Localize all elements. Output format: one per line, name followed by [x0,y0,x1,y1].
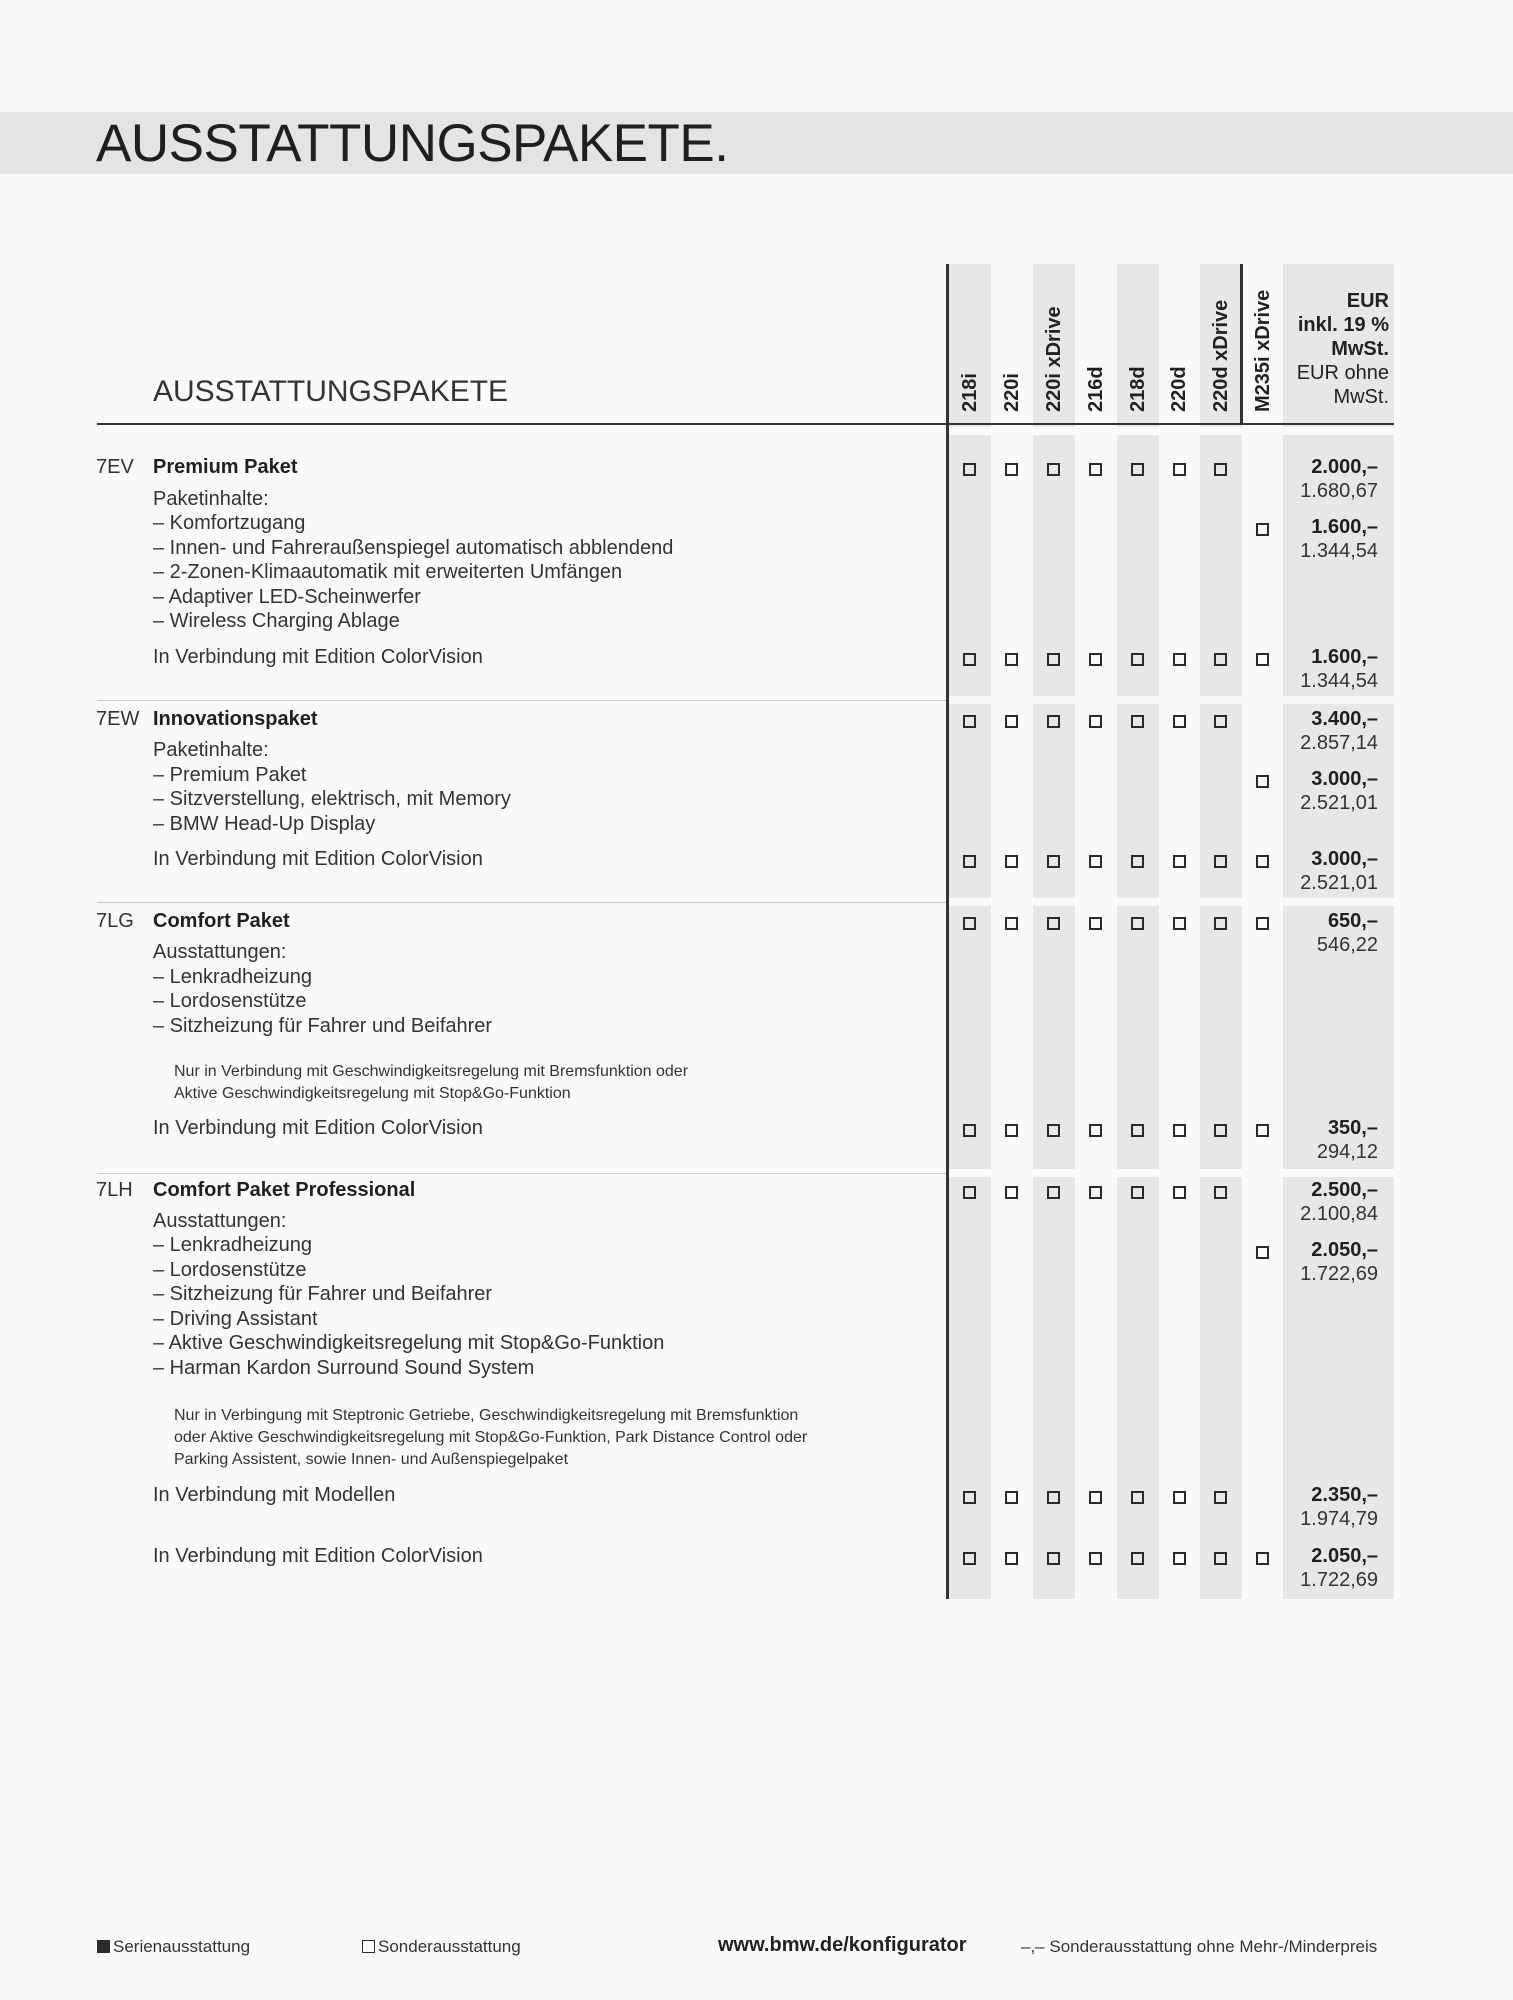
model-220d: 220d [1168,366,1190,412]
option-checkbox [1047,1124,1060,1137]
modelle-line: In Verbindung mit Modellen [153,1484,396,1506]
price-net: 2.521,01 [1300,872,1378,894]
package-item: – Adaptiver LED-Scheinwerfer [153,586,421,608]
option-checkbox [963,855,976,868]
package-intro: Ausstattungen: [153,1210,287,1232]
price-gross: 3.400,– [1311,708,1378,730]
price-header-net: EUR ohne [1296,362,1389,384]
row-separator [97,700,946,701]
row-separator [97,1173,946,1174]
package-code: 7EW [96,708,140,730]
option-checkbox [1173,653,1186,666]
option-checkbox [1089,463,1102,476]
package-item: – Lenkradheizung [153,1234,313,1256]
price-gross: 2.350,– [1311,1484,1378,1506]
option-checkbox [1005,1186,1018,1199]
price-net: 1.722,69 [1300,1569,1378,1591]
package-intro: Ausstattungen: [153,941,287,963]
option-checkbox [1131,715,1144,728]
price-net: 1.344,54 [1300,540,1378,562]
row-separator [97,902,946,903]
price-net: 1.344,54 [1300,670,1378,692]
option-checkbox [1005,463,1018,476]
option-checkbox [1131,1491,1144,1504]
option-checkbox [1256,653,1269,666]
legend-sonder [362,1937,521,1957]
colorvision-line: In Verbindung mit Edition ColorVision [153,1545,483,1567]
option-checkbox [1047,917,1060,930]
page-title: AUSSTATTUNGSPAKETE. [96,114,729,173]
option-checkbox [963,653,976,666]
option-checkbox [1256,917,1269,930]
option-checkbox [963,715,976,728]
option-checkbox [1173,917,1186,930]
option-checkbox [963,1552,976,1565]
option-checkbox [1089,1552,1102,1565]
legend-serien-label: Serienausstattung [113,1937,251,1956]
legend-note: –,– Sonderausstattung ohne Mehr-/Minderpreis [1021,1937,1378,1956]
option-checkbox [1173,463,1186,476]
option-checkbox [1173,1186,1186,1199]
package-item: – BMW Head-Up Display [153,813,376,835]
price-gross: 350,– [1327,1117,1378,1139]
option-checkbox [1256,523,1269,536]
section-title: AUSSTATTUNGSPAKETE [153,375,509,408]
price-header-gross: EUR [1346,290,1389,312]
price-net: 2.857,14 [1300,732,1378,754]
price-header-gross: MwSt. [1331,338,1389,360]
configurator-link[interactable]: www.bmw.de/konfigurator [718,1934,967,1956]
package-code: 7LH [96,1179,133,1201]
price-gross: 3.000,– [1311,848,1378,870]
option-checkbox [1089,1186,1102,1199]
option-checkbox [1214,1124,1227,1137]
table-divider [946,264,949,1599]
row-gap [946,696,1394,704]
price-gross: 1.600,– [1311,646,1378,668]
option-checkbox [1089,715,1102,728]
option-checkbox [1173,855,1186,868]
package-intro: Paketinhalte: [153,739,269,761]
option-checkbox [1005,855,1018,868]
legend-sonder-label: Sonderausstattung [378,1937,521,1956]
package-name: Comfort Paket Professional [153,1179,416,1201]
header-rule [97,423,1394,425]
option-checkbox [1214,917,1227,930]
package-name: Comfort Paket [153,910,290,932]
option-checkbox [1131,917,1144,930]
option-checkbox [1214,1552,1227,1565]
option-checkbox [1256,1246,1269,1259]
option-checkbox [1047,463,1060,476]
package-name: Premium Paket [153,456,298,478]
option-checkbox [1214,715,1227,728]
option-checkbox [1173,1552,1186,1565]
option-checkbox [1089,917,1102,930]
price-header-gross: inkl. 19 % [1297,314,1389,336]
option-checkbox [1131,1552,1144,1565]
option-checkbox [1214,463,1227,476]
option-checkbox [1089,1124,1102,1137]
colorvision-line: In Verbindung mit Edition ColorVision [153,848,483,870]
price-net: 294,12 [1316,1141,1378,1163]
package-item: – Lenkradheizung [153,966,313,988]
option-checkbox [963,917,976,930]
package-item: – Driving Assistant [153,1308,318,1330]
package-note: oder Aktive Geschwindigkeitsregelung mit Stop&Go-Funktion, Park Distance Control oder [174,1429,808,1446]
option-checkbox [963,1186,976,1199]
open-square-icon [362,1940,375,1953]
package-item: – Sitzheizung für Fahrer und Beifahrer [153,1015,493,1037]
price-header-net: MwSt. [1333,386,1389,408]
option-checkbox [1131,463,1144,476]
option-checkbox [1047,1491,1060,1504]
package-item: – 2-Zonen-Klimaautomatik mit erweiterten Umfängen [153,561,623,583]
legend-serien [97,1937,250,1957]
package-item: – Innen- und Fahreraußenspiegel automatisch abblendend [153,537,674,559]
model-218d: 218d [1127,366,1149,412]
option-checkbox [1131,855,1144,868]
package-item: – Lordosenstütze [153,1259,307,1281]
option-checkbox [1131,1186,1144,1199]
package-item: – Premium Paket [153,764,307,786]
option-checkbox [1005,1124,1018,1137]
model-216d: 216d [1085,366,1107,412]
row-gap [946,427,1394,435]
option-checkbox [1214,1186,1227,1199]
price-gross: 2.000,– [1311,456,1378,478]
colorvision-line: In Verbindung mit Edition ColorVision [153,1117,483,1139]
package-item: – Sitzverstellung, elektrisch, mit Memory [153,788,511,810]
package-intro: Paketinhalte: [153,488,269,510]
option-checkbox [1089,653,1102,666]
price-net: 2.521,01 [1300,792,1378,814]
price-net: 1.722,69 [1300,1263,1378,1285]
option-checkbox [963,1491,976,1504]
option-checkbox [1173,1124,1186,1137]
option-checkbox [1047,653,1060,666]
package-item: – Komfortzugang [153,512,306,534]
model-220i: 220i [1001,373,1023,412]
option-checkbox [1047,715,1060,728]
row-gap [946,1169,1394,1177]
price-gross: 1.600,– [1311,516,1378,538]
option-checkbox [1089,1491,1102,1504]
price-gross: 650,– [1327,910,1378,932]
option-checkbox [1047,1552,1060,1565]
option-checkbox [1005,1491,1018,1504]
price-net: 1.680,67 [1300,480,1378,502]
package-item: – Sitzheizung für Fahrer und Beifahrer [153,1283,493,1305]
price-gross: 2.050,– [1311,1545,1378,1567]
price-gross: 3.000,– [1311,768,1378,790]
model-m235i-xdrive: M235i xDrive [1252,289,1274,412]
option-checkbox [1173,715,1186,728]
option-checkbox [1173,1491,1186,1504]
package-code: 7LG [96,910,134,932]
package-note: Nur in Verbingung mit Steptronic Getriebe, Geschwindigkeitsregelung mit Bremsfunktion [174,1407,799,1424]
filled-square-icon [97,1940,110,1953]
option-checkbox [1214,653,1227,666]
option-checkbox [1256,775,1269,788]
model-220i-xdrive: 220i xDrive [1043,306,1065,412]
option-checkbox [1089,855,1102,868]
option-checkbox [1256,1124,1269,1137]
package-note: Parking Assistent, sowie Innen- und Außenspiegelpaket [174,1451,569,1468]
option-checkbox [1047,855,1060,868]
price-gross: 2.050,– [1311,1239,1378,1261]
model-group-divider [1240,264,1243,424]
option-checkbox [963,1124,976,1137]
package-code: 7EV [96,456,134,478]
option-checkbox [1047,1186,1060,1199]
price-net: 2.100,84 [1300,1203,1378,1225]
model-220d-xdrive: 220d xDrive [1210,299,1232,412]
colorvision-line: In Verbindung mit Edition ColorVision [153,646,483,668]
option-checkbox [1131,1124,1144,1137]
option-checkbox [1131,653,1144,666]
option-checkbox [1214,855,1227,868]
option-checkbox [1256,855,1269,868]
option-checkbox [963,463,976,476]
package-note: Aktive Geschwindigkeitsregelung mit Stop&Go-Funktion [174,1085,571,1102]
price-net: 546,22 [1316,934,1378,956]
package-item: – Lordosenstütze [153,990,307,1012]
price-gross: 2.500,– [1311,1179,1378,1201]
model-218i: 218i [959,373,981,412]
option-checkbox [1256,1552,1269,1565]
price-net: 1.974,79 [1300,1508,1378,1530]
option-checkbox [1005,715,1018,728]
package-item: – Aktive Geschwindigkeitsregelung mit Stop&Go-Funktion [153,1332,665,1354]
option-checkbox [1214,1491,1227,1504]
option-checkbox [1005,653,1018,666]
option-checkbox [1005,917,1018,930]
option-checkbox [1005,1552,1018,1565]
package-item: – Harman Kardon Surround Sound System [153,1357,535,1379]
package-note: Nur in Verbindung mit Geschwindigkeitsregelung mit Bremsfunktion oder [174,1063,689,1080]
row-gap [946,898,1394,906]
package-name: Innovationspaket [153,708,318,730]
package-item: – Wireless Charging Ablage [153,610,400,632]
